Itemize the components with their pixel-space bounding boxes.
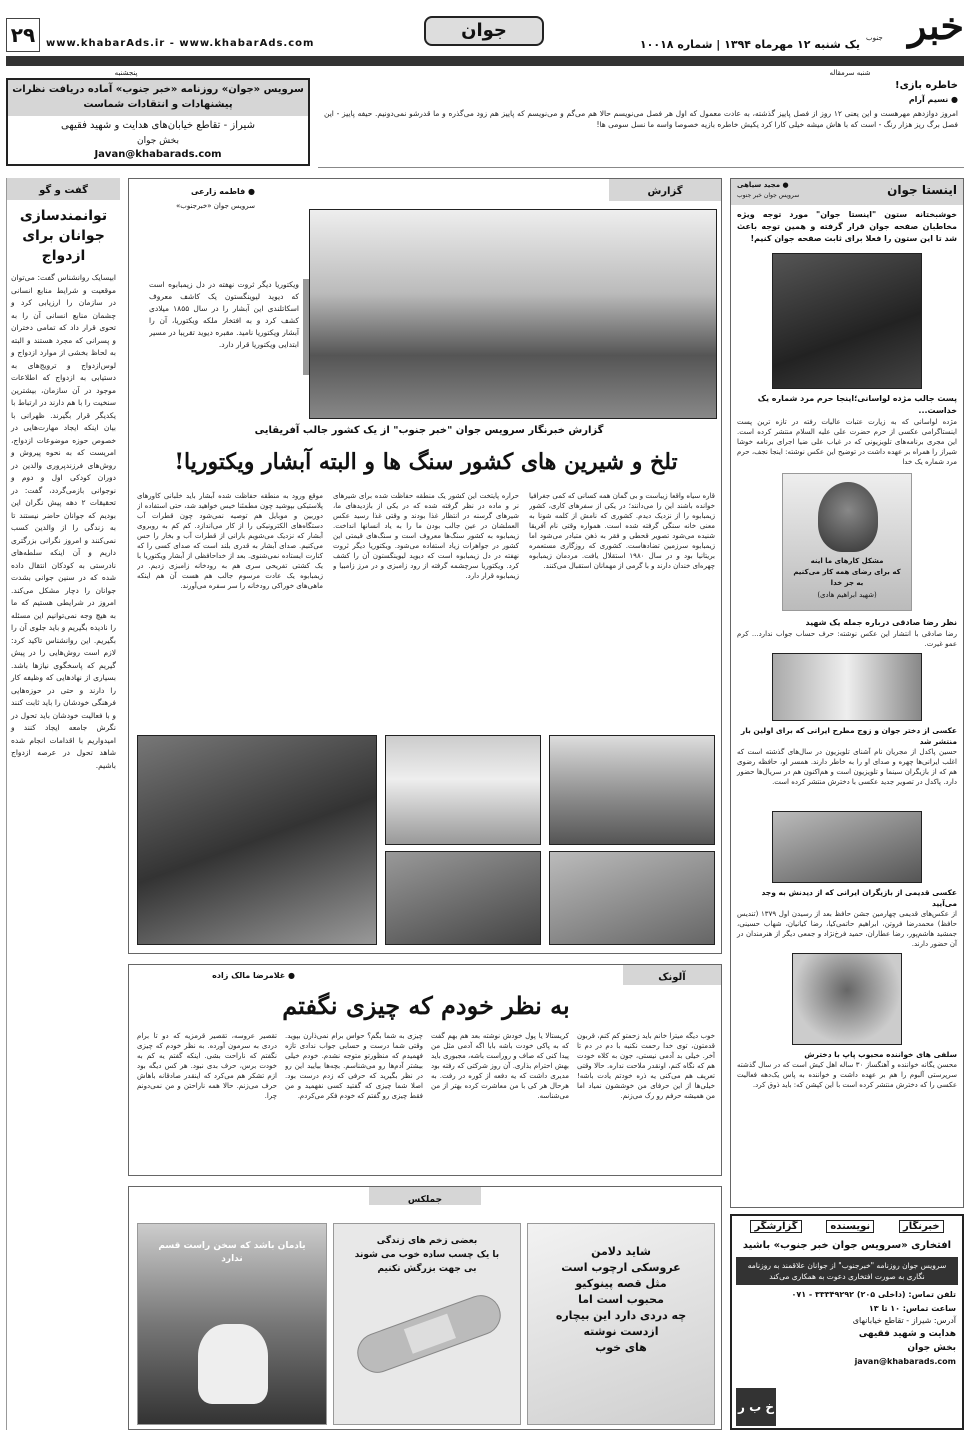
ad-slogan-1: خبرنگار (899, 1220, 944, 1233)
memory-kicker: خاطره بازی! (895, 80, 958, 91)
card2-line2: با یک چسب ساده خوب می شوند (354, 1250, 500, 1260)
report-author-role: سرویس جوان «خبرجنوب» (176, 202, 255, 210)
website[interactable]: www.khabarAds.ir - www.khabarAds.com (46, 38, 315, 49)
gallery-section: جملکس (407, 1195, 443, 1205)
date-line: یک شنبه ۱۲ مهرماه ۱۳۹۴ | شماره ۱۰۰۱۸ (639, 38, 860, 51)
page-number: ۲۹ (6, 18, 40, 52)
column-section-tab (623, 965, 721, 985)
card1-line7: های خوب (595, 1341, 647, 1354)
poster-line-2: که برای رضای همه کار می‌کنیم (793, 568, 901, 576)
column-col3: چیزی به شما بگم؟ حواس برام نمی‌ذارن بپوید. وقتی شما درست و حسابی جواب ندادی تازه فهمیدم که منظورتو متوجه نشدم. خودم خیلی بیشتر آدم‌ها رو می‌شناسم. بچه‌ها بیایید این رو در نظر بگیرید که حرفی که زدم درست بود. اصلا شما چیزی که گفتید کسی نفهمید و من فقط چیزی رو گفتم که خودم فکر می‌کردم. (285, 1032, 423, 1100)
service-box-header (8, 80, 308, 116)
card1-line4: محبوب است اما (578, 1293, 664, 1306)
card1-line3: مثل قصه پینوکیو (575, 1277, 667, 1290)
bandage-icon (352, 1290, 507, 1379)
report-author: ● فاطمه زارعی (190, 187, 255, 196)
service-dept: بخش جوان (137, 136, 179, 146)
ad-email[interactable]: javan@khabarads.com (854, 1357, 956, 1366)
report-col3: موقع ورود به منطقه حفاظت شده آبشار باید خلبانی کاورهای پلاستیکی بپوشید چون مطمئنا خیس خواهید شد، حتی استفاده از دوربین و موبایل هم توصیه نمی‌شود چون قطرات آب دستگاه‌های الکترونیکی را از کار می‌اندازد. کم کم به روبروی آبشار که نزدیک می‌شویم بارانی از قطرات آب و بخار را حس می‌کنیم. صدای آبشار به قدری بلند است که صدای کسی را که کنارت ایستاده نمی‌شنوی. بعد از خداحافظی از آبشار ویکتوریا با یک کشتی تفریحی سری هم به رودخانه زامبزی زدیم. در زیمبابوه یک عادت مرسوم جالب هم هست آن هم اینکه ماهی‌های خوراکی رودخانه را سر سفره می‌آورند. (137, 492, 323, 590)
report-photo-monument (549, 735, 715, 845)
service-email[interactable]: Javan@khabarads.com (94, 149, 222, 160)
insta-photo-selfie (792, 953, 902, 1045)
insta-author-role: سرویس جوان خبر جنوب (737, 192, 800, 199)
insta-item2-title: نظر رضا صادقی درباره جمله یک شهید (805, 618, 957, 627)
card2-line3: بی جهت بزرگش نکنیم (377, 1264, 477, 1274)
insta-intro: خوشبختانه ستون "اینستا جوان" مورد توجه ویژه مخاطبان صفحه جوان قرار گرفته و همین توجه باعث شد تا این ستون را فعلا برای ثابت صفحه جوان کنیم! (737, 210, 957, 243)
ad-phone: تلفن تماس: (داخلی ۲۰۵) ۳۳۳۴۹۲۹۲ - ۰۷۱ (791, 1290, 956, 1299)
column-col2: کریستالا یا پول خودش نوشته بعد هم بهم گفت که به پاکی خودت باشه بابا اگه آدمی مثل من پیدا کنی که صاف و روراست باشه، مجبوری باید بهش احترام بذاری. آن روز شرکتی که رفته بود مدیری داشت که یه دفعه از کوره در رفت. به هرحال هر کی با من معاشرت کرده بهتر از من می‌شناسه. (431, 1032, 569, 1100)
service-title-2: پیشنهادات و انتقادات شماست (83, 99, 233, 110)
report-kicker: گزارش خبرنگار سرویس جوان "خبر جنوب" از یک کشور جالب آفریقایی (254, 425, 604, 436)
insta-item2-text: رضا صادقی با انتشار این عکس نوشته: حرف حساب جواب ندارد... کرم عمو غیرت. (737, 630, 957, 648)
insta-item4-title: عکسی قدیمی از بازیگران ایرانی که از دیدنش به وجد می‌آیید (761, 888, 957, 908)
memory-author: ● نسیم آرام (908, 95, 958, 104)
ad-logo: خ ب ر (736, 1388, 776, 1426)
hand-icon (198, 1324, 268, 1404)
left-column (6, 178, 120, 1430)
insta-item4-text: از عکس‌های قدیمی چهارمین جشن حافظ بعد از رسیدن اول ۱۳۷۹ (تندیس حافظ) محمدرضا فروتن، ابراهیم حاتمی‌کیا، رضا کیانیان، شهاب حسینی، جمشید هاشم‌پور، رضا عطاران، حمید فرخ‌نژاد و جمعی دیگر از هنرمندان در آن حضور دارند. (737, 910, 957, 948)
ad-body: سرویس جوان روزنامه "خبرجنوب" از جوانان علاقمند به روزنامه نگاری به صورت افتخاری دعوت به همکاری می‌کند (736, 1257, 958, 1285)
ad-slogan-2: نویسنده (826, 1220, 874, 1233)
report-block (128, 178, 722, 954)
poster-line-3: به جز خدا (830, 579, 864, 587)
column-section: آلونک (658, 972, 686, 983)
poster-line-1: مشکل کارهای ما اینه (810, 557, 884, 565)
ad-box (730, 1214, 964, 1430)
logo-text: خبر (908, 3, 964, 48)
gallery-section-tab (369, 1187, 481, 1205)
left-column-text: ابیسایک روانشناس گفت: می‌توان موقعیت و شرایط منابع انسانی در سازمان را ارزیابی کرد و چشمان منابع انسانی آن را به تحوی قرار داد که تمامی دختران و پسرانی که مجرد هستند و البته به لحاظ بخشی از موارد ازدواج و لوس‌ازدواج و ترویج‌های به دستیابی به ازدواج که اطلاعات موجود در آن سازمان، بیشترین سنخیت را با هم دارند در ارتباط با یکدیگر قرار بگیرند. ظهرانی با بیان اینکه ایجاد مهارت‌هایی در خصوص حوزه موضوعات ازدواج، امریست که به نحوه پیروش و روش‌های فرزندپروری والدین در دوران کودکی اول و دوم و نوجوانی بازمی‌گردد، گفت: در تحقیقات ۲ دهه پیش نگران این بودیم که جوانان حاضر نیستند تا به زندگی را از والدین کسب نمی‌کنند و امروز نگرانی بزرگتری داریم و آن اینکه سلطه‌های نادرستی به کودکان انتقال داده شده که در سنین جوانی بشدت جوانان را دچار مشکل می‌کند. امروز در شرایطی هستیم که ما به هیچ وجه نمی‌توانیم این مسئله را نادیده بگیریم و باید جلوی آن را بگیریم. این روانشناس تاکید کرد: لازم است روش‌هایی را در پیش گیریم که پاسخگوی نیازها باشد. بسیاری از نهادهایی که وظیفه کار را دارند و حتی در حوزه‌هایی فرهنگی خودشان را باید ثابت کنند و با فعالیت خودشان باید تحول در نگرش جامعه ایجاد کنند و امیدواریم با اقدامات انجام شده شاهد تحول در عرصه ازدواج باشیم. (11, 273, 116, 770)
report-photo-market (137, 735, 377, 945)
section-title: جوان (461, 20, 507, 41)
logo (860, 4, 964, 54)
report-headline: تلخ و شیرین های کشور سنگ ها و البته آبشار ویکتوریا! (174, 449, 678, 475)
ad-address: آدرس: شیراز - تقاطع خیابانهای (852, 1316, 956, 1325)
insta-label: اینستا جوان (887, 183, 957, 197)
left-column-label-bar (7, 178, 120, 200)
gallery-block (128, 1186, 722, 1430)
insta-item5-text: محسن یگانه خواننده و آهنگساز ۳۰ ساله اهل کیش است که در سال گذشته سرپرستی آلبوم را هم بر عهده داشت و خواننده به پاس یک‌دهه فعالیت عکسی را که دخترش منتشر کرده است با این کپشن که: باید ذوق کرد. (737, 1061, 957, 1089)
report-main-photo (309, 209, 717, 419)
insta-item3-text: حسین پاکدل از مجریان نام آشنای تلویزیون در سال‌های گذشته است که اغلب ایرانی‌ها چهره و صدای او را به خاطر دارند. همسر او، حافظه رضوی هم که از بازیگران سینما و تلویزیون است و هم‌اکنون هم در سریال‌ها حضور دارد. پاکدل در تصویر جدید عکسی با دخترش منتشر کرده است. (737, 748, 957, 786)
ad-dept: بخش جوان (907, 1343, 956, 1353)
report-photo-tourists (385, 851, 541, 945)
gallery-card-bandage (333, 1223, 521, 1425)
insta-column (730, 178, 964, 1208)
ad-slogans (732, 1216, 962, 1237)
memory-text: امروز دوازدهم مهرهست و این یعنی ۱۲ روز از فصل پاییز گذشته، به عادت معمول که اول هر فصل می‌نویسم حالا هم می‌گم و می‌نویسم که پاییز هم زود می‌گذره و ما قدرشو نمی‌دونیم. حیفه پاییز - این فصل برگ ریز هزار رنگ - است که با هاش میشه خیلی کارا کرد یکیش خاطره بازیه خصوصا واسه ما نسل سومی ها! (324, 109, 959, 129)
report-photo-street (549, 851, 715, 945)
service-title-1: سرویس «جوان» روزنامه «خبر جنوب» آماده دریافت نظرات (12, 84, 304, 95)
column-col4: تقصیر عروسه، تقصیر قرمزیه که دو تا برام دردی به سرمون آورده. به نظر خودم که چیزی نگفتم که ناراحت بشی. اینکه گفتم یه کم به خودت برس، حرف بدی نبود. هر کس دیگه بود ازم تشکر هم می‌کرد که اینقدر صادقانه باهاش حرف می‌زنم. حالا همه ناراحتن و من نمی‌دونم چرا. (137, 1032, 277, 1100)
card1-line1: شاید دلامن (591, 1245, 651, 1258)
card1-line5: چه دردی دارد این بیچاره (555, 1309, 687, 1322)
english-masthead: KHABAR-E-JONOOB MORNING NEWSPAPER (393, 65, 577, 73)
gallery-card-puppet (527, 1223, 715, 1425)
report-section: گزارش (647, 186, 683, 197)
poster-face (818, 482, 878, 552)
column-col1: خوب دیگه میترا خانم باید زحمتو کم کنم، قربون قدمتون، توی خدا رحمت نکنیه با دم در دم تا آخر. خیلی بد آدمی نیستی، جون به کلاه خودت هم که نگاه کنم، اونقدر ملاحت نداره. حالا وقتی تعریف هم می‌کنی یه ذره خودتم یادت باشه! خیلی‌ها از این حرفای من خوششون نمیاد اما من همیشه حرفم رو رک می‌زنم. (577, 1032, 715, 1100)
insta-label-bar (731, 179, 963, 205)
section-title-box (424, 16, 544, 46)
saturday-label: پنجشنبه (114, 69, 138, 77)
editorial-label: شنبه سرمقاله (829, 69, 871, 77)
card1-line6: ازدست نوشته (583, 1325, 659, 1338)
ad-address-2: هدایت و شهید فقیهی (858, 1329, 956, 1339)
gallery-card-hand (137, 1223, 327, 1425)
report-photo-caption: ویکتوریا دیگر ثروت نهفته در دل زیمبابوه است که دیوید لیوینگستون یک کاشف معروف اسکاتلندی این آبشار را در سال ۱۸۵۵ میلادی کشف کرد و به افتخار ملکه ویکتوریا، آن را آبشار ویکتوریا نامید. مقبره دیوید تقریبا در مسیر ابتدایی ویکتوریا قرار دارد. (149, 279, 309, 375)
service-box (6, 78, 310, 166)
report-section-tab (609, 179, 721, 201)
insta-photo-shrine (772, 253, 922, 389)
card1-line2: عروسکی ارچوب است (561, 1261, 681, 1274)
insta-photo-family (772, 653, 922, 721)
report-photo-falls (385, 735, 541, 845)
ad-hours: ساعت تماس: ۱۰ تا ۱۳ (868, 1304, 956, 1313)
left-column-title: توانمندسازی جوانان برای ازدواج (19, 208, 108, 264)
memory-block (318, 78, 964, 168)
service-address: شیراز - تقاطع خیابان‌های هدایت و شهید فقیهی (61, 120, 255, 131)
insta-item5-title: سلفی های خواننده محبوب پاپ با دخترش (804, 1050, 957, 1059)
left-column-label: گفت و گو (39, 185, 88, 196)
insta-item1-title: پست جالب مژده لواسانی؛اینجا حرم مرد شماره یک خداست... (757, 394, 957, 415)
column-author: ● غلامرضا مالک زاده (212, 971, 295, 980)
card2-line1: بعضی زخم های زندگی (376, 1236, 478, 1246)
column-story-block (128, 964, 722, 1176)
insta-item1-text: مژده لواسانی که به زیارت عتبات عالیات رفته در تازه ترین پست اینستاگرامی عکسی از حرم حضرت علی علیه السلام منتشر کرده است. این مجری برنامه‌های تلویزیونی که در غیاب علی ضیا اجرای برنامه خوشا شیراز را همراه بر عهده داشت در توضیح این عکس نوشته: اینجا نجف، حرم مرد شماره یک خدا (737, 418, 957, 466)
insta-item3-title: عکسی از دختر جوان و زوج مطرح ایرانی که برای اولین بار منتشر شد (740, 726, 957, 746)
column-headline: به نظر خودم که چیزی نگفتم (282, 991, 570, 1020)
insta-photo-actors (772, 811, 922, 883)
card3-line1: یادمان باشد که سخن راست قسم ندارد (158, 1241, 306, 1264)
report-col2: حراره پایتخت این کشور یک منطقه حفاظت شده برای شیرهای نر و ماده در نظر گرفته شده که در یکی از بازدیدهای ما، شیرهای گرسنه در انتظار غذا بودند و وقتی غذا رسید عکس العملشان در عین جالب بودن ما را به یاد انسانها انداخت. زیمبابوه به کشور سنگ‌ها معروف است و سنگ‌های قیمتی این کشور در جواهرات زیاد استفاده می‌شود. ویکتوریا دیگر ثروت نهفته در دل زیمبابوه است که دیوید لیوینگستون آن را کشف کرد. ویکتوریا سرچشمه گرفته از رود زامبزی و در مرز زامبیا و زیمبابوه قرار دارد. (333, 492, 519, 580)
ad-headline: افتخاری «سرویس جوان خبر جنوب» باشید (742, 1240, 952, 1251)
poster-line-4: (شهید ابراهیم هادی) (817, 591, 877, 599)
ad-slogan-3: گزارشگر (750, 1220, 801, 1233)
report-col1: قاره سیاه واقعا زیباست و بی گمان همه کسانی که کمی جغرافیا خوانده باشند این را می‌دانند؛ در یکی از سفرهای کاری، کشور زیمبابوه را از نزدیک دیدم. کشوری که نامش از کلمه شونا به معنی خانه سنگی گرفته شده است. همواره وقتی نام آفریقا شنیده می‌شود تصویر قحطی و فقر به ذهن متبادر می‌شود اما زیمبابوه سرزمین تضادهاست. کشوری که روزگاری مستعمره بریتانیا بود و در سال ۱۹۸۰ استقلال یافت. مردمان زیمبابوه چهره‌ای خندان دارند و با گرمی از مهمانان استقبال می‌کنند. (529, 492, 715, 570)
logo-sub: جنوب (866, 34, 883, 42)
insta-poster (782, 473, 912, 611)
insta-author: ● مجید سیاهی (737, 181, 789, 189)
